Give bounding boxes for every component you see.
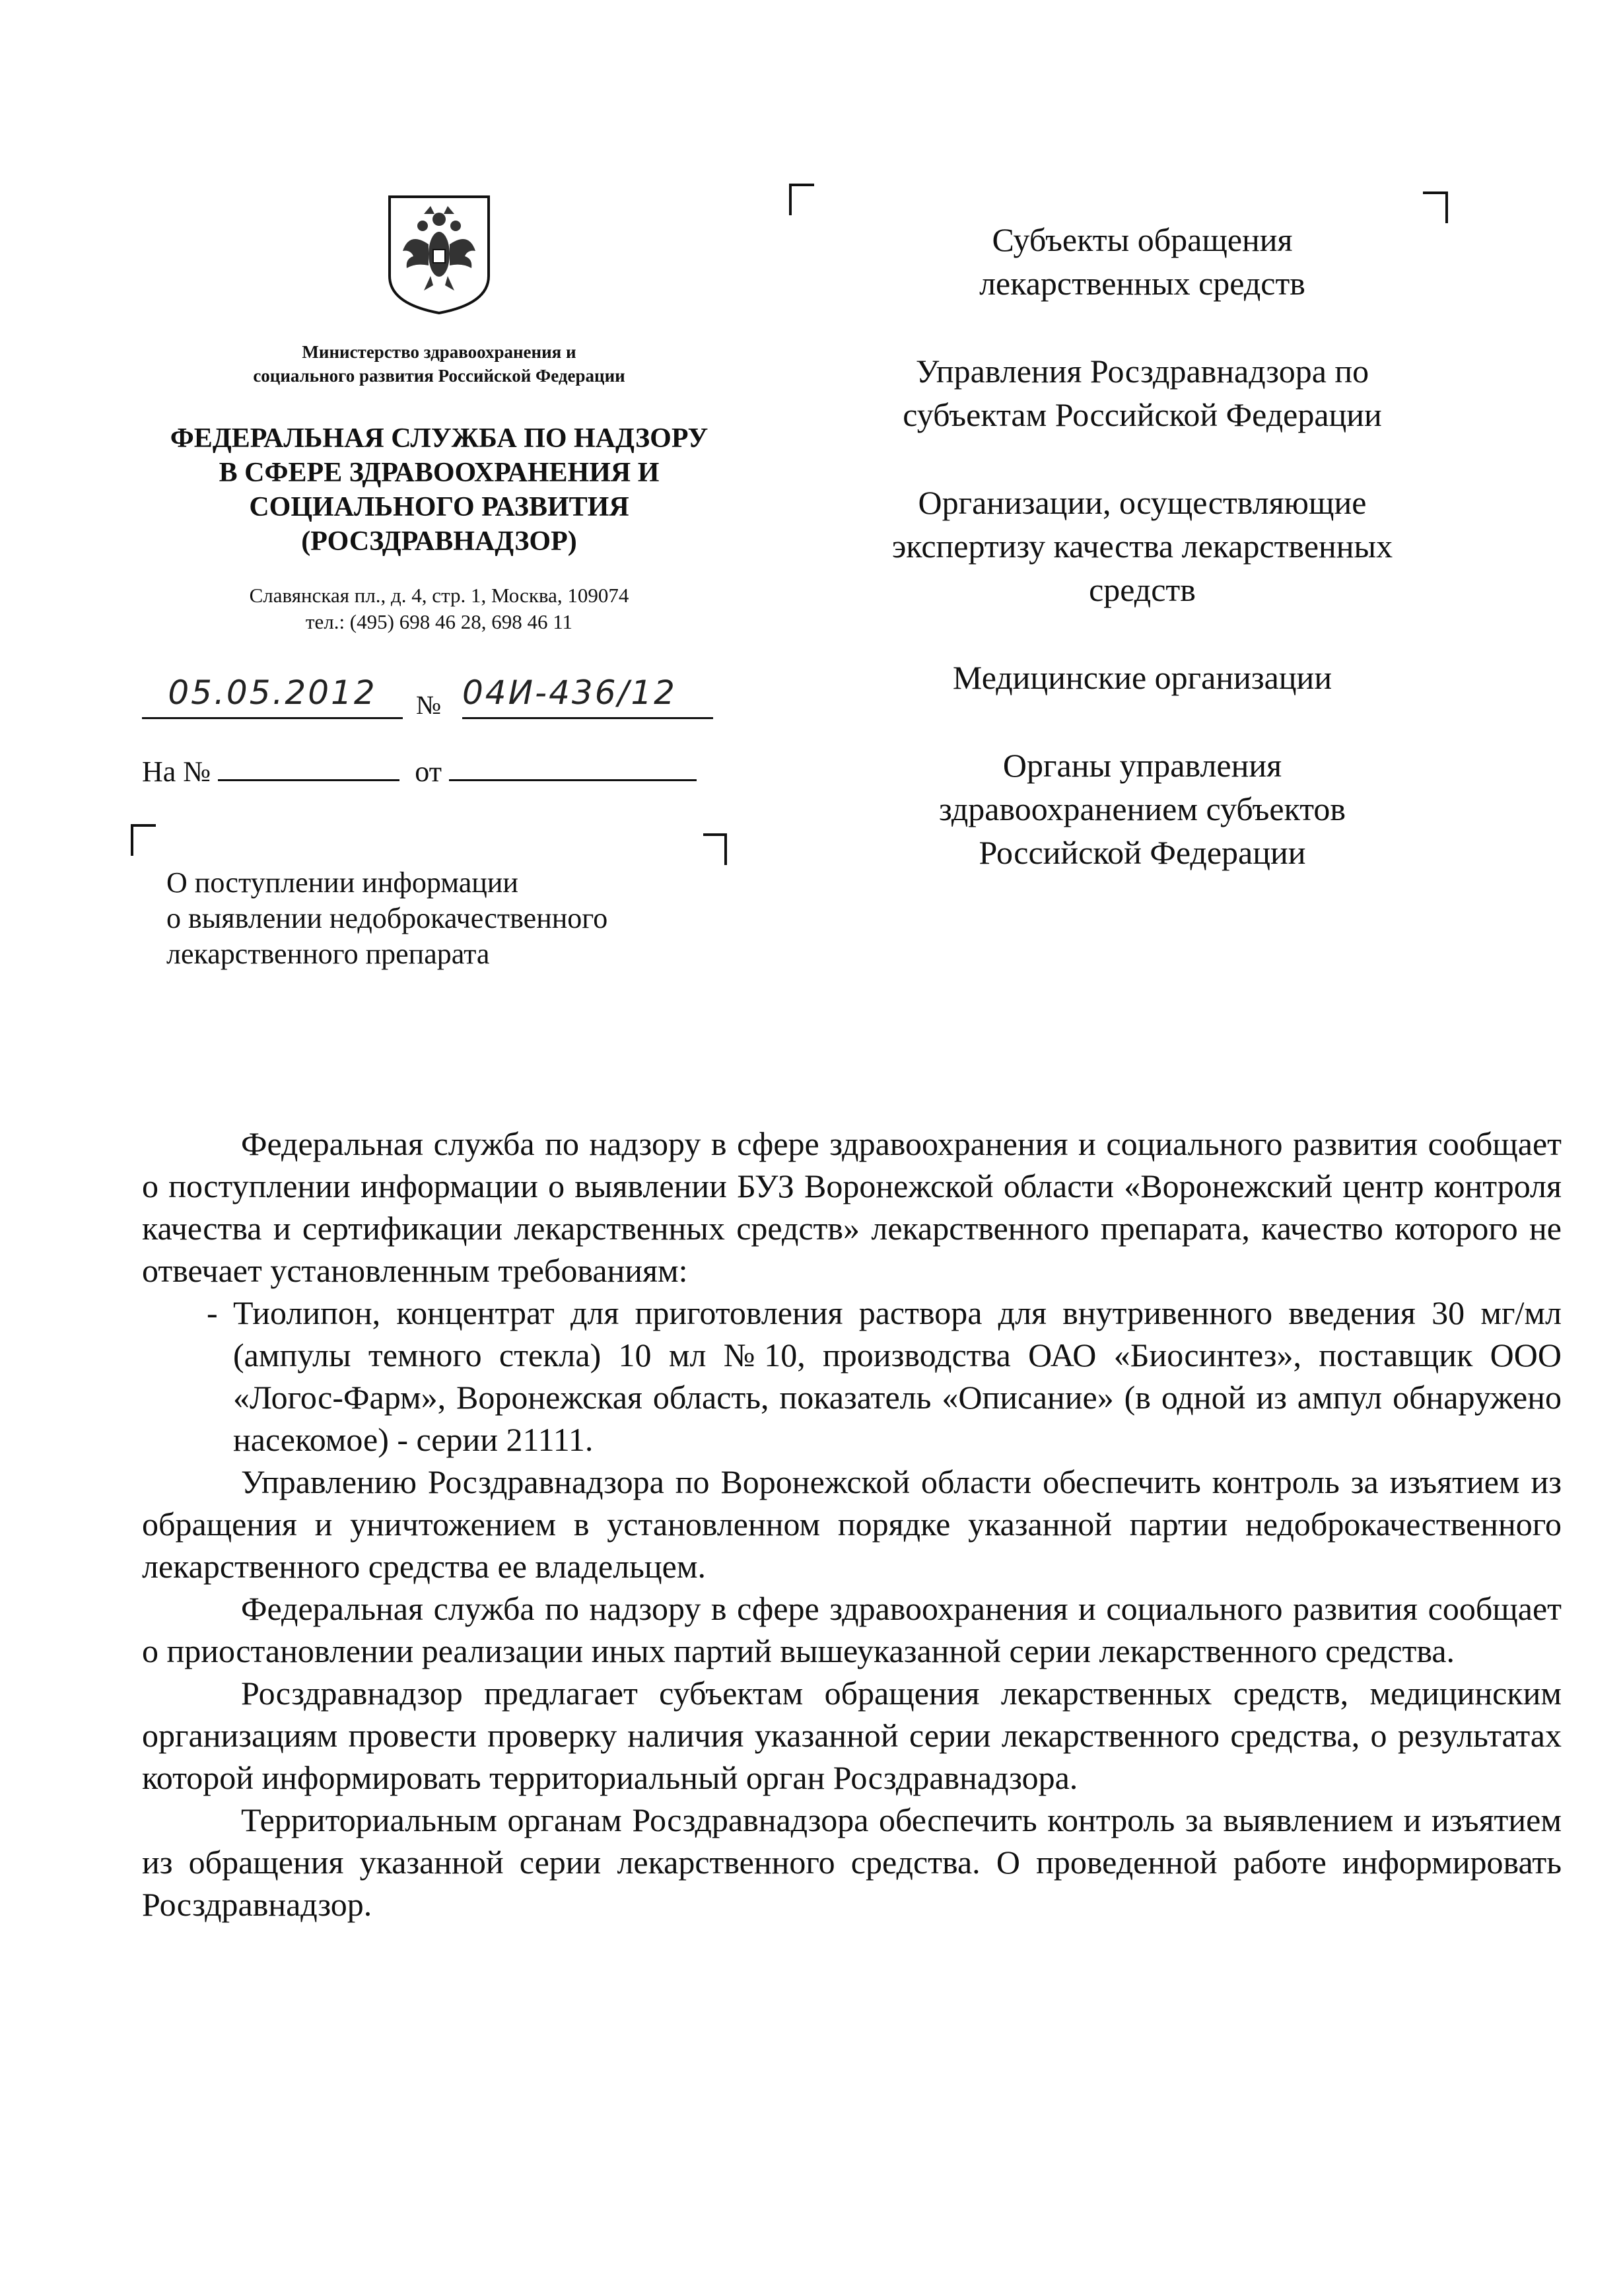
address-line: Славянская пл., д. 4, стр. 1, Москва, 109074 bbox=[249, 584, 629, 607]
addressee-line: Медицинские организации bbox=[952, 659, 1332, 696]
letter-subject bbox=[166, 865, 761, 972]
agency-line: ФЕДЕРАЛЬНАЯ СЛУЖБА ПО НАДЗОРУ bbox=[170, 423, 708, 454]
addressee-line: Органы управления bbox=[1002, 747, 1282, 784]
list-item-text: Тиолипон, концентрат для приготовления раствора для внутривенного введения 30 мг/мл (ампулы темного стекла) 10 мл №10, производства ОАО «Биосинтез», поставщик ООО «Логос-Фарм», Воронежская область, показатель «Описание» (в одной из ампул обнаружено насекомое) - серии 21111. bbox=[233, 1294, 1562, 1458]
reference-date-blank bbox=[449, 753, 697, 781]
subject-corner-left bbox=[131, 824, 156, 856]
body-paragraph: Управлению Росздравнадзора по Воронежской области обеспечить контроль за изъятием из обращения и уничтожением в установленном порядке указанной партии недоброкачественного лекарственного средства ее владельцем. bbox=[142, 1463, 1562, 1585]
ministry-line: социального развития Российской Федерации bbox=[253, 366, 625, 386]
reference-number-label: На № bbox=[142, 755, 211, 788]
reference-date-label: от bbox=[415, 755, 442, 788]
phone-line: тел.: (495) 698 46 28, 698 46 11 bbox=[305, 610, 573, 633]
addressee-line: Российской Федерации bbox=[979, 834, 1306, 871]
letter-body bbox=[142, 1123, 1562, 1926]
addressee-list bbox=[832, 218, 1453, 919]
body-paragraph: Федеральная служба по надзору в сфере здравоохранения и социального развития сообщает о приостановлении реализации иных партий вышеуказанной серии лекарственного средства. bbox=[142, 1590, 1562, 1669]
subject-line: лекарственного препарата bbox=[166, 938, 490, 970]
number-sign: № bbox=[416, 690, 442, 720]
subject-corner-right bbox=[703, 833, 727, 865]
addressee-line: Управления Росздравнадзора по bbox=[915, 353, 1369, 390]
reference-line bbox=[142, 753, 697, 790]
list-dash: - bbox=[207, 1294, 218, 1331]
agency-address bbox=[165, 582, 713, 635]
addressee-line: средств bbox=[1089, 571, 1196, 608]
coat-of-arms-emblem-icon bbox=[383, 191, 495, 317]
agency-line: СОЦИАЛЬНОГО РАЗВИТИЯ bbox=[249, 492, 629, 522]
body-paragraph: Территориальным органам Росздравнадзора обеспечить контроль за выявлением и изъятием из обращения указанной серии лекарственного средства. О проведенной работе информировать Росздравнадзор. bbox=[142, 1801, 1562, 1923]
agency-line: В СФЕРЕ ЗДРАВООХРАНЕНИЯ И bbox=[219, 458, 660, 488]
addressee-item bbox=[832, 218, 1453, 305]
ministry-line: Министерство здравоохранения и bbox=[302, 342, 576, 362]
addressee-corner-left bbox=[789, 184, 814, 215]
registration-date: 05.05.2012 bbox=[142, 672, 403, 719]
registration-number: 04И-436/12 bbox=[462, 672, 713, 719]
reference-number-blank bbox=[218, 753, 399, 781]
ministry-name bbox=[165, 340, 713, 388]
addressee-item bbox=[832, 349, 1453, 436]
addressee-line: экспертизу качества лекарственных bbox=[891, 528, 1393, 565]
addressee-line: Организации, осуществляющие bbox=[918, 484, 1367, 521]
body-paragraph: Росздравнадзор предлагает субъектам обращения лекарственных средств, медицинским организациям провести проверку наличия указанной серии лекарственного средства, о результатах которой информировать территориальный орган Росздравнадзора. bbox=[142, 1675, 1562, 1796]
list-item bbox=[207, 1292, 1562, 1461]
addressee-line: лекарственных средств bbox=[979, 265, 1305, 302]
agency-name bbox=[132, 421, 746, 559]
addressee-line: Субъекты обращения bbox=[992, 221, 1293, 258]
addressee-item bbox=[832, 744, 1453, 874]
addressee-item bbox=[832, 656, 1453, 699]
addressee-line: субъектам Российской Федерации bbox=[903, 396, 1382, 433]
subject-line: О поступлении информации bbox=[166, 866, 518, 899]
addressee-item bbox=[832, 481, 1453, 611]
body-paragraph: Федеральная служба по надзору в сфере здравоохранения и социального развития сообщает о поступлении информации о выявлении БУЗ Воронежской области «Воронежский центр контроля качества и сертификации лекарственных средств» лекарственного препарата, качество которого не отвечает установленным требованиям: bbox=[142, 1125, 1562, 1289]
subject-line: о выявлении недоброкачественного bbox=[166, 902, 608, 934]
agency-line: (РОСЗДРАВНАДЗОР) bbox=[301, 526, 577, 557]
addressee-line: здравоохранением субъектов bbox=[938, 790, 1346, 827]
